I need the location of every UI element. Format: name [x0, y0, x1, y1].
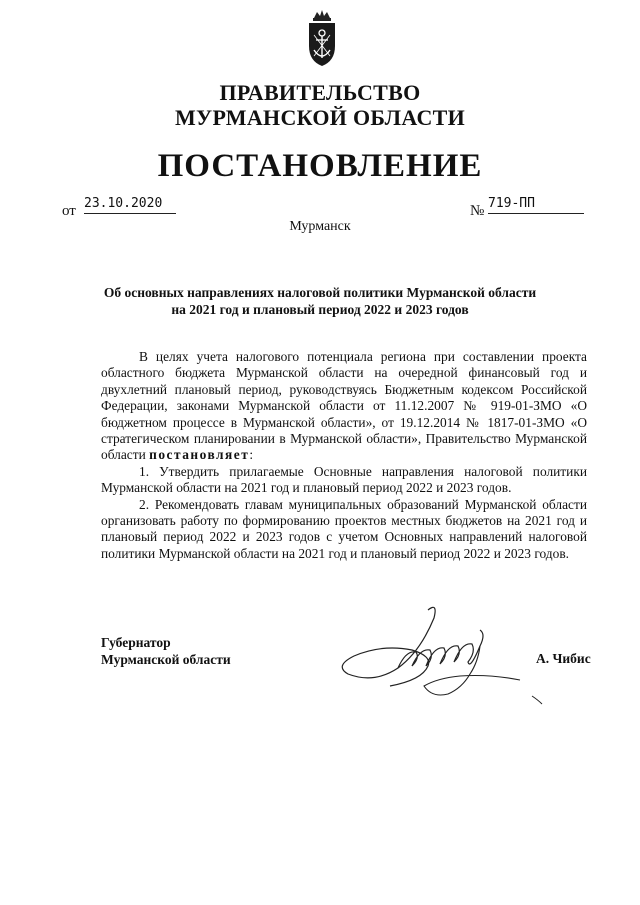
resolves-suffix: :	[249, 447, 254, 463]
signatory-position-line1: Губернатор	[101, 635, 171, 650]
signatory-position-line2: Мурманской области	[101, 652, 231, 667]
handwritten-signature-icon	[320, 600, 550, 720]
intro-text: В целях учета налогового потенциала региона при составлении проекта областного бюджета Мурманской области на очередной финансовый год и двухлетний плановый период, руководствуясь Бюджетным кодексом Российской Федерации, законами Мурманской области от 11.12.2007 № 919-01-ЗМО «О бюджетном процессе в Мурманской области», от 19.12.2014 № 1817-01-ЗМО «О стратегическом планировании в Мурманской области», Правительство Мурманской области	[101, 349, 587, 463]
number-prefix: №	[470, 203, 485, 219]
item-1: 1. Утвердить прилагаемые Основные направления налоговой политики Мурманской области на 2021 год и плановый период 2022 и 2023 годов.	[101, 463, 587, 496]
doc-title-line2: на 2021 год и плановый период 2022 и 2023 годов	[171, 302, 469, 317]
doc-number: 719-ПП	[488, 196, 584, 214]
item-2: 2. Рекомендовать главам муниципальных образований Мурманской области организовать работу по формированию проектов местных бюджетов на 2021 год и плановый период 2022 и 2023 годов с учетом Основных направлений налоговой политики Мурманской области на 2021 год и плановый период 2022 и 2023 годов.	[101, 496, 587, 561]
coat-of-arms-icon	[305, 6, 339, 68]
org-name-line1: ПРАВИТЕЛЬСТВО	[219, 80, 421, 105]
doc-title	[80, 284, 560, 318]
signatory-name: А. Чибис	[536, 651, 591, 666]
date-prefix: от	[62, 203, 76, 219]
signatory-position	[101, 634, 231, 668]
city: Мурманск	[289, 219, 351, 234]
intro-paragraph	[101, 349, 587, 464]
org-name-line2: МУРМАНСКОЙ ОБЛАСТИ	[174, 105, 466, 130]
doc-type: ПОСТАНОВЛЕНИЕ	[157, 148, 483, 184]
resolves-word: постановляет	[149, 447, 250, 463]
doc-body	[101, 349, 587, 562]
doc-date: 23.10.2020	[84, 196, 176, 214]
doc-title-line1: Об основных направлениях налоговой политики Мурманской области	[103, 285, 537, 300]
